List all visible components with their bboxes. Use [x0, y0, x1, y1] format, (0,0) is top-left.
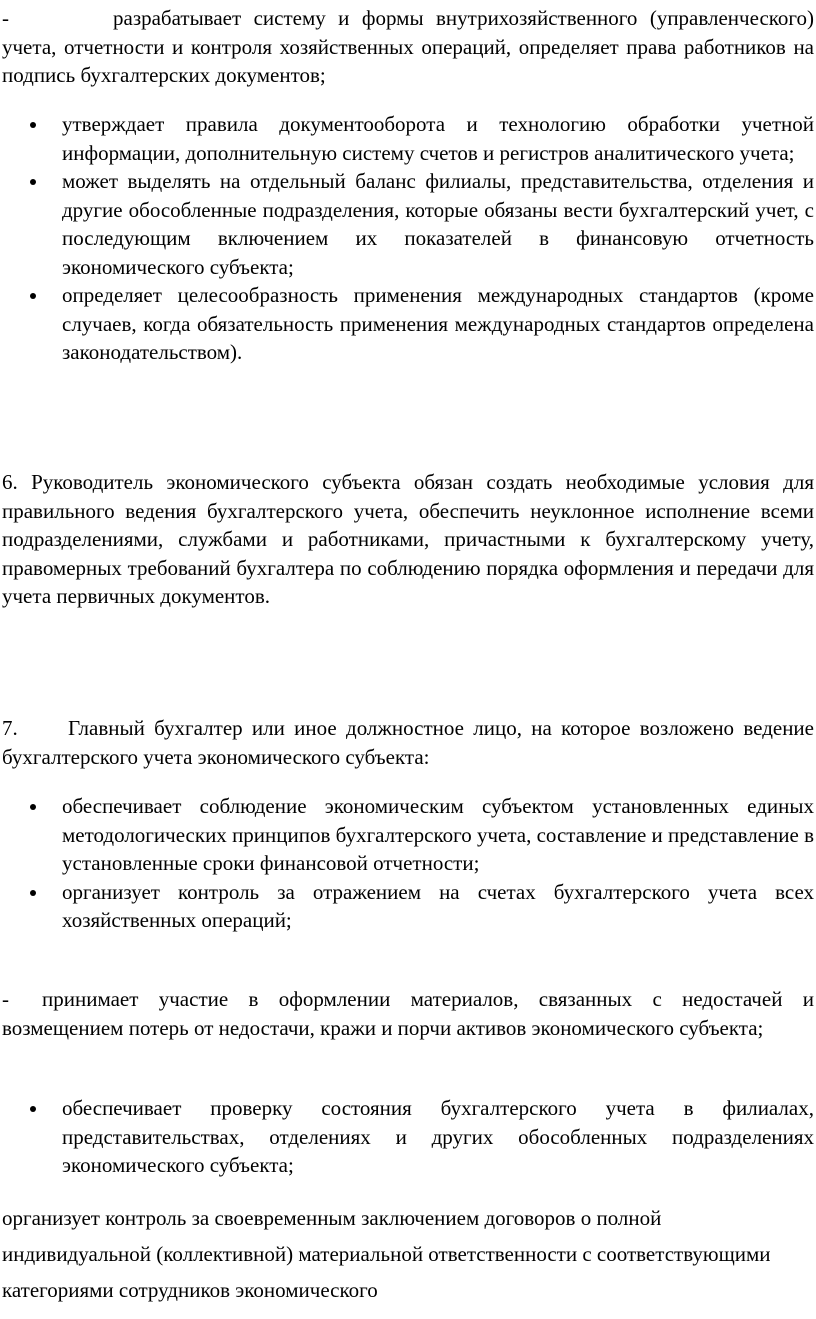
list-item: может выделять на отдельный баланс филиалы, представительства, отделения и другие обособленные подразделения, которые обязаны вести бухгалтерский учет, с последующим включением их показателей в финансовую отчетность экономического субъекта; [0, 167, 814, 281]
dash-marker: - [2, 987, 9, 1011]
section-7-heading [2, 714, 814, 771]
bullet-list-1 [0, 110, 814, 367]
final-paragraph: организует контроль за своевременным заключением договоров о полной индивидуальной (коллективной) материальной ответственности с соответствующими категориями сотрудников экономического [2, 1206, 771, 1302]
list-item: утверждает правила документооборота и технологию обработки учетной информации, дополнительную систему счетов и регистров аналитического учета; [0, 110, 814, 167]
section-6-paragraph: 6. Руководитель экономического субъекта обязан создать необходимые условия для правильного ведения бухгалтерского учета, обеспечить неуклонное исполнение всеми подразделениями, службами и работниками, причастными к бухгалтерскому учету, правомерных требований бухгалтера по соблюдению порядка оформления и передачи для учета первичных документов. [2, 470, 814, 608]
dash-paragraph-2 [2, 985, 814, 1042]
list-item: обеспечивает проверку состояния бухгалтерского учета в филиалах, представительствах, отделениях и других обособленных подразделениях экономического субъекта; [0, 1094, 814, 1180]
list-item: организует контроль за отражением на счетах бухгалтерского учета всех хозяйственных операций; [0, 878, 814, 935]
intro-dash-paragraph [2, 4, 814, 90]
bullet-list-2 [0, 792, 814, 935]
paragraph-text: разрабатывает систему и формы внутрихозяйственного (управленческого) учета, отчетности и контроля хозяйственных операций, определяет права работников на подпись бухгалтерских документов; [2, 6, 814, 87]
list-item: определяет целесообразность применения международных стандартов (кроме случаев, когда обязательность применения международных стандартов определена законодательством). [0, 281, 814, 367]
section-number: 7. [2, 716, 18, 740]
dash-marker: - [2, 6, 9, 30]
section-text: Главный бухгалтер или иное должностное лицо, на которое возложено ведение бухгалтерского учета экономического субъекта: [2, 716, 814, 769]
list-item: обеспечивает соблюдение экономическим субъектом установленных единых методологических принципов бухгалтерского учета, составление и представление в установленные сроки финансовой отчетности; [0, 792, 814, 878]
paragraph-text: принимает участие в оформлении материалов, связанных с недостачей и возмещением потерь от недостачи, кражи и порчи активов экономического субъекта; [2, 987, 814, 1040]
bullet-list-3 [0, 1094, 814, 1180]
